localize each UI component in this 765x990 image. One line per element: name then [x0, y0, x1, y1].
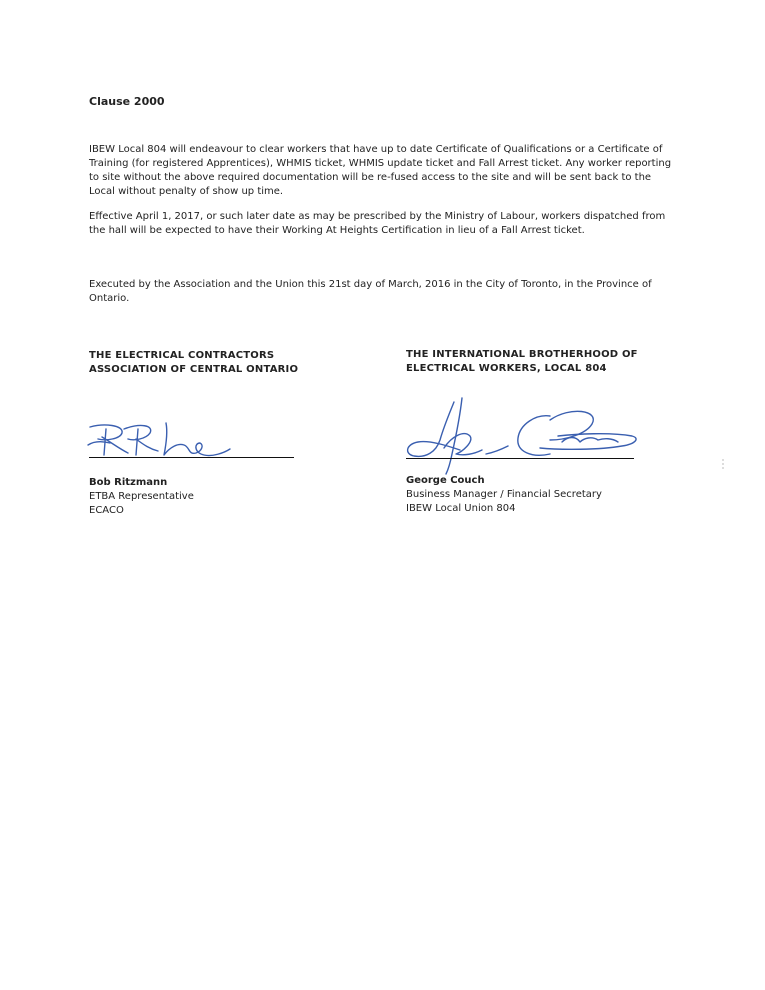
clause-title: Clause 2000	[89, 95, 165, 108]
right-organization-name: THE INTERNATIONAL BROTHERHOOD OF ELECTRICAL WORKERS, LOCAL 804	[406, 349, 638, 374]
right-signer-affiliation: IBEW Local Union 804	[406, 503, 516, 514]
left-signature-line	[89, 457, 294, 458]
right-signature-image	[400, 396, 645, 476]
left-organization-name: THE ELECTRICAL CONTRACTORS ASSOCIATION OF CENTRAL ONTARIO	[89, 350, 299, 375]
left-signer-title: ETBA Representative	[89, 491, 194, 502]
paragraph-execution: Executed by the Association and the Union this 21st day of March, 2016 in the City of Toronto, in the Province of Ontario.	[89, 279, 652, 304]
left-signer-affiliation: ECACO	[89, 505, 124, 516]
right-signer-name: George Couch	[406, 475, 485, 486]
right-signer-title: Business Manager / Financial Secretary	[406, 489, 602, 500]
margin-scan-mark	[720, 458, 726, 472]
left-signer-name: Bob Ritzmann	[89, 477, 168, 488]
paragraph-working-at-heights: Effective April 1, 2017, or such later date as may be prescribed by the Ministry of Labour, workers dispatched from the hall will be expected to have their Working At Heights Certification in lieu of a Fall Arrest ticket.	[89, 211, 666, 236]
right-signature-line	[406, 458, 634, 459]
paragraph-certification: IBEW Local 804 will endeavour to clear workers that have up to date Certificate of Qualifications or a Certificate of Training (for registered Apprentices), WHMIS ticket, WHMIS update ticket and Fall Arrest ticket. Any worker reporting to site without the above required documentation will be re-fused access to the site and will be sent back to the Local without penalty of show up time.	[89, 144, 672, 197]
left-signer-block	[89, 476, 194, 518]
right-signer-block	[406, 474, 602, 516]
